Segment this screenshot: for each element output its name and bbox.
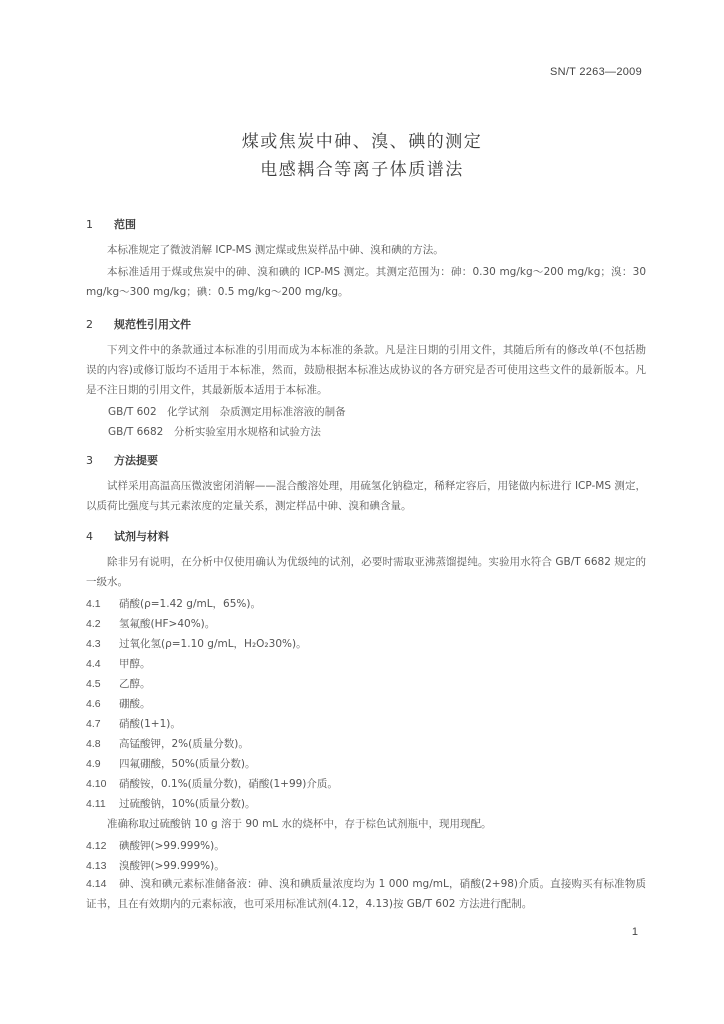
section-3-heading xyxy=(86,452,158,468)
list-item: 4.11 过硫酸钠，10%(质量分数)。 xyxy=(86,798,256,810)
list-item: 4.5 乙醇。 xyxy=(86,678,151,690)
section-title: 方法提要 xyxy=(114,454,158,467)
list-item: 4.6 硼酸。 xyxy=(86,698,151,710)
section-1-para-2: 本标准适用于煤或焦炭中的砷、溴和碘的 ICP-MS 测定。其测定范围为：砷：0.30 mg/kg～200 mg/kg；溴：30 mg/kg～300 mg/kg；碘：0.5 mg/kg～200 mg/kg。 xyxy=(86,266,646,298)
list-item: 4.7 硝酸(1+1)。 xyxy=(86,718,181,730)
section-number: 2 xyxy=(86,318,93,331)
list-item: 4.1 硝酸(ρ=1.42 g/mL，65%)。 xyxy=(86,598,261,610)
section-4-para-1: 除非另有说明，在分析中仅使用确认为优级纯的试剂，必要时需取亚沸蒸馏提纯。实验用水符合 GB/T 6682 规定的一级水。 xyxy=(86,556,646,588)
document-title-line1: 煤或焦炭中砷、溴、碘的测定 xyxy=(241,132,483,152)
reference-gb-t-602: GB/T 602 化学试剂 杂质测定用标准溶液的制备 xyxy=(108,406,346,418)
list-item: 4.13 溴酸钾(>99.999%)。 xyxy=(86,860,225,872)
reference-gb-t-6682: GB/T 6682 分析实验室用水规格和试验方法 xyxy=(108,426,321,438)
item-4-11-note: 准确称取过硫酸钠 10 g 溶于 90 mL 水的烧杯中，存于棕色试剂瓶中，现用现配。 xyxy=(107,818,492,830)
list-item: 4.4 甲醇。 xyxy=(86,658,151,670)
section-number: 3 xyxy=(86,454,93,467)
standard-code: SN/T 2263—2009 xyxy=(549,66,642,78)
list-item: 4.12 碘酸钾(>99.999%)。 xyxy=(86,840,225,852)
section-title: 范围 xyxy=(114,218,136,231)
list-item: 4.9 四氟硼酸，50%(质量分数)。 xyxy=(86,758,256,770)
section-number: 4 xyxy=(86,530,93,543)
list-item: 4.14 砷、溴和碘元素标准储备液：砷、溴和碘质量浓度均为 1 000 mg/mL，硝酸(2+98)介质。直接购买有标准物质证书，且在有效期内的元素标液，也可采用标准试剂(4.12，4.13)按 GB/T 602 方法进行配制。 xyxy=(86,878,646,910)
page-number: 1 xyxy=(631,926,638,938)
list-item: 4.2 氢氟酸(HF>40%)。 xyxy=(86,618,216,630)
section-1-para-1: 本标准规定了微波消解 ICP-MS 测定煤或焦炭样品中砷、溴和碘的方法。 xyxy=(107,244,444,256)
section-1-heading xyxy=(86,216,136,232)
list-item: 4.8 高锰酸钾，2%(质量分数)。 xyxy=(86,738,249,750)
list-item: 4.3 过氧化氢(ρ=1.10 g/mL，H₂O₂30%)。 xyxy=(86,638,307,650)
section-title: 规范性引用文件 xyxy=(114,318,191,331)
document-title-line2: 电感耦合等离子体质谱法 xyxy=(260,160,464,180)
section-2-para-1: 下列文件中的条款通过本标准的引用而成为本标准的条款。凡是注日期的引用文件，其随后所有的修改单(不包括勘误的内容)或修订版均不适用于本标准，然而，鼓励根据本标准达成协议的各方研究是否可使用这些文件的最新版本。凡是不注日期的引用文件，其最新版本适用于本标准。 xyxy=(86,344,646,396)
section-4-heading xyxy=(86,528,169,544)
section-number: 1 xyxy=(86,218,93,231)
section-3-para-1: 试样采用高温高压微波密闭消解——混合酸溶处理，用硫氢化钠稳定，稀释定容后，用铑做内标进行 ICP-MS 测定，以质荷比强度与其元素浓度的定量关系，测定样品中砷、溴和碘含量。 xyxy=(86,480,646,512)
section-title: 试剂与材料 xyxy=(114,530,169,543)
section-2-heading xyxy=(86,316,191,332)
list-item: 4.10 硝酸铵，0.1%(质量分数)，硝酸(1+99)介质。 xyxy=(86,778,338,790)
